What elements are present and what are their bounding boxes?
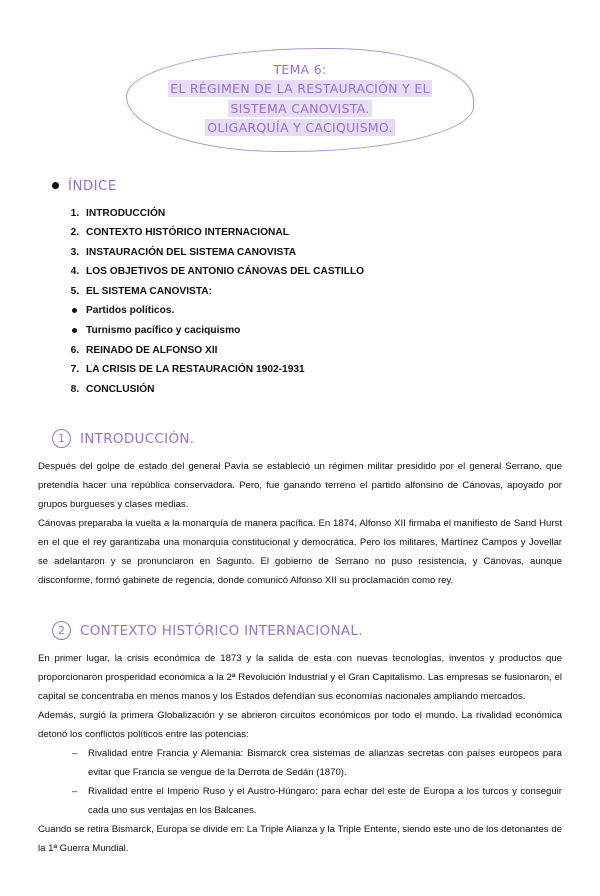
list-item: Turnismo pacífico y caciquismo [72,321,562,341]
list-item: – Rivalidad entre el Imperio Ruso y el Austro-Húngaro: para echar del este de Europa a los turcos y conseguir cada uno sus ventajas en los Balcanes. [72,783,562,821]
section-2-dash-list [38,745,562,821]
list-item: 7. LA CRISIS DE LA RESTAURACIÓN 1902-1931 [82,360,562,380]
paragraph: Después del golpe de estado del general Pavía se estableció un régimen militar presidido por el general Serrano, que pretendía hacer una república conservadora. Pero, fue ganando terreno el partido alfonsino de Cánovas, apoyado por grupos burgueses y clases medias. [38,461,562,511]
section-heading-2 [52,621,562,640]
paragraph: En primer lugar, la crisis económica de 1873 y la salida de esta con nuevas tecnologías, inventos y productos que proporcionaron prosperidad económica a la 2ª Revolución Industrial y el Gran Capitalismo. Las empresas se fusionaron, el capital se concentraba en menos manos y los Estados defendían sus economías nacionales ampliando mercados. [38,653,562,703]
document-page [0,48,600,896]
index-list-cont [64,341,562,400]
title-line-sub: OLIGARQUÍA Y CACIQUISMO. [207,120,393,136]
list-item: 1. INTRODUCCIÓN [82,204,562,224]
list-item: 4. LOS OBJETIVOS DE ANTONIO CÁNOVAS DEL CASTILLO [82,262,562,282]
list-item: 5. EL SISTEMA CANOVISTA: [82,282,562,302]
title-line-sub-wrap [140,118,460,137]
section-heading-1 [52,429,562,448]
section-heading-label: CONTEXTO HISTÓRICO INTERNACIONAL. [80,622,363,639]
section-1-body [38,458,562,591]
section-heading-label: INTRODUCCIÓN. [80,430,195,447]
list-item: – Rivalidad entre Francia y Alemania: Bismarck crea sistemas de alianzas secretas con países europeos para evitar que Francia se vengue de la Derrota de Sedán (1870). [72,745,562,783]
list-item: Partidos políticos. [72,301,562,321]
paragraph: Cánovas preparaba la vuelta a la monarquía de manera pacífica. En 1874, Alfonso XII firmaba el manifiesto de Sand Hurst en el que el rey garantizaba una monarquía constitucional y democrática. Pero los militares, Martínez Campos y Jovellar se adelantaron y se pronunciaron en Sagunto. El gobierno de Serrano no puso resistencia, y Cánovas, aunque disconforme, formó gabinete de regencia, donde comunicó Alfonso XII su proclamación como rey. [38,518,562,587]
bullet-dot-icon [52,182,59,189]
section-number-badge: 2 [52,621,71,640]
section-2-body [38,650,562,859]
title-line-tema: TEMA 6: [273,62,327,77]
list-item: 2. CONTEXTO HISTÓRICO INTERNACIONAL [82,223,562,243]
list-item: 8. CONCLUSIÓN [82,380,562,400]
document-title-block [126,48,474,152]
index-list [64,204,562,302]
title-line-main: EL RÉGIMEN DE LA RESTAURACIÓN Y EL SISTEMA CANOVISTA. [170,81,430,116]
paragraph: Además, surgió la primera Globalización y se abrieron circuitos económicos por todo el mundo. La rivalidad económica detonó los conflictos políticos entre las potencias: [38,710,562,741]
list-item: 3. INSTAURACIÓN DEL SISTEMA CANOVISTA [82,243,562,263]
section-number-badge: 1 [52,429,71,448]
list-item: 6. REINADO DE ALFONSO XII [82,341,562,361]
paragraph: Cuando se retira Bismarck, Europa se divide en: La Triple Alianza y la Triple Entente, siendo este uno de los detonantes de la 1ª Guerra Mundial. [38,824,562,855]
index-heading [52,178,562,194]
index-sublist [38,301,562,340]
index-heading-label: ÍNDICE [68,177,117,194]
title-line-main-wrap [140,79,460,118]
